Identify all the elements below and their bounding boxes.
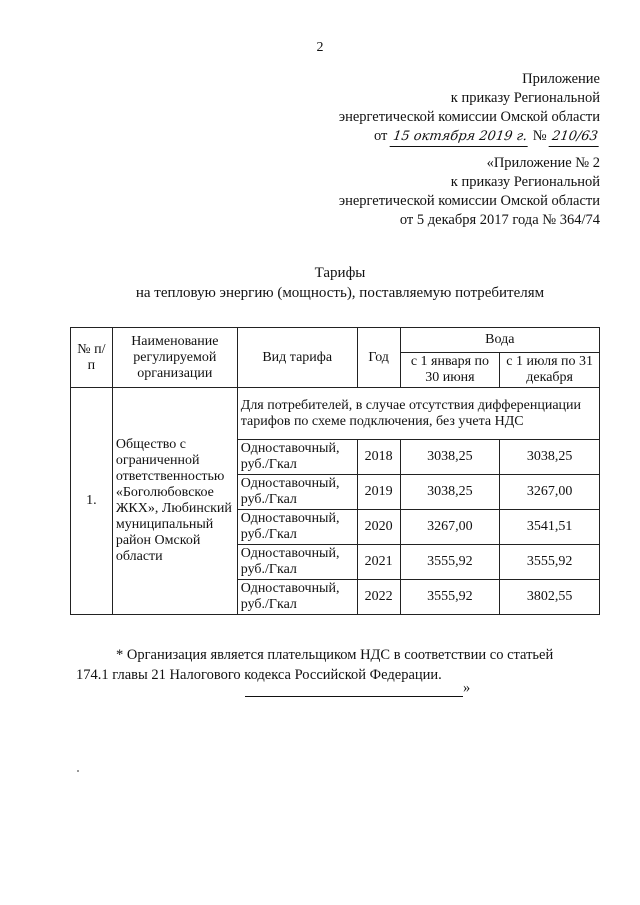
tariff-value-second-half: 3802,55	[500, 580, 600, 615]
tariff-year: 2020	[357, 510, 400, 545]
appendix-order-ref: к приказу Региональной	[450, 90, 600, 106]
header-year: Год	[357, 328, 400, 388]
tariff-type: Одноставочный, руб./Гкал	[237, 545, 357, 580]
appendix-header-original	[339, 154, 600, 230]
tariff-table	[70, 327, 600, 615]
handwritten-number: 210/63	[549, 127, 602, 147]
document-title	[0, 263, 640, 303]
header-period-first-half: с 1 января по 30 июня	[400, 353, 500, 388]
tariff-value-first-half: 3555,92	[400, 545, 500, 580]
tariff-value-first-half: 3267,00	[400, 510, 500, 545]
title-subtitle: на тепловую энергию (мощность), поставляемую потребителям	[135, 285, 545, 301]
title-main: Тарифы	[314, 265, 366, 281]
tariff-value-second-half: 3038,25	[500, 440, 600, 475]
vat-footnote	[76, 645, 586, 685]
header-water: Вода	[400, 328, 599, 353]
appendix2-order-ref: к приказу Региональной	[450, 174, 600, 190]
number-sign: №	[532, 128, 547, 144]
consumer-note: Для потребителей, в случае отсутствия дифференциации тарифов по схеме подключения, без учета НДС	[237, 388, 599, 440]
tariff-year: 2021	[357, 545, 400, 580]
tariff-type: Одноставочный, руб./Гкал	[237, 510, 357, 545]
closing-quote: »	[463, 680, 471, 696]
tariff-type: Одноставочный, руб./Гкал	[237, 475, 357, 510]
scan-speck	[77, 770, 79, 772]
tariff-value-first-half: 3038,25	[400, 440, 500, 475]
footnote-line-1: * Организация является плательщиком НДС в соответствии со статьей	[116, 647, 554, 663]
tariff-type: Одноставочный, руб./Гкал	[237, 440, 357, 475]
appendix-commission: энергетической комиссии Омской области	[338, 109, 600, 125]
tariff-year: 2018	[357, 440, 400, 475]
handwritten-date: 15 октября 2019 г.	[390, 127, 531, 147]
tariff-type: Одноставочный, руб./Гкал	[237, 580, 357, 615]
appendix-header-current	[339, 70, 600, 147]
date-prefix: от	[374, 128, 388, 144]
appendix-title: Приложение	[522, 71, 600, 87]
tariff-year: 2022	[357, 580, 400, 615]
header-number: № п/п	[71, 328, 113, 388]
appendix2-title: «Приложение № 2	[486, 155, 600, 171]
closing-line	[245, 680, 470, 697]
page-number: 2	[316, 40, 324, 55]
appendix2-date: от 5 декабря 2017 года № 364/74	[399, 212, 600, 228]
appendix-date-line	[339, 127, 600, 147]
header-organization: Наименование регулируемой организации	[112, 328, 237, 388]
tariff-year: 2019	[357, 475, 400, 510]
tariff-value-first-half: 3038,25	[400, 475, 500, 510]
header-period-second-half: с 1 июля по 31 декабря	[500, 353, 600, 388]
tariff-value-second-half: 3555,92	[500, 545, 600, 580]
header-tariff-type: Вид тарифа	[237, 328, 357, 388]
tariff-value-second-half: 3541,51	[500, 510, 600, 545]
tariff-value-first-half: 3555,92	[400, 580, 500, 615]
footnote-line-2: 174.1 главы 21 Налогового кодекса Российской Федерации.	[76, 667, 442, 683]
closing-rule	[245, 682, 463, 697]
organization-name: Общество с ограниченной ответственностью «Боголюбовское ЖКХ», Любинский муниципальный район Омской области	[112, 388, 237, 615]
tariff-value-second-half: 3267,00	[500, 475, 600, 510]
appendix2-commission: энергетической комиссии Омской области	[338, 193, 600, 209]
row-number: 1.	[71, 388, 113, 615]
